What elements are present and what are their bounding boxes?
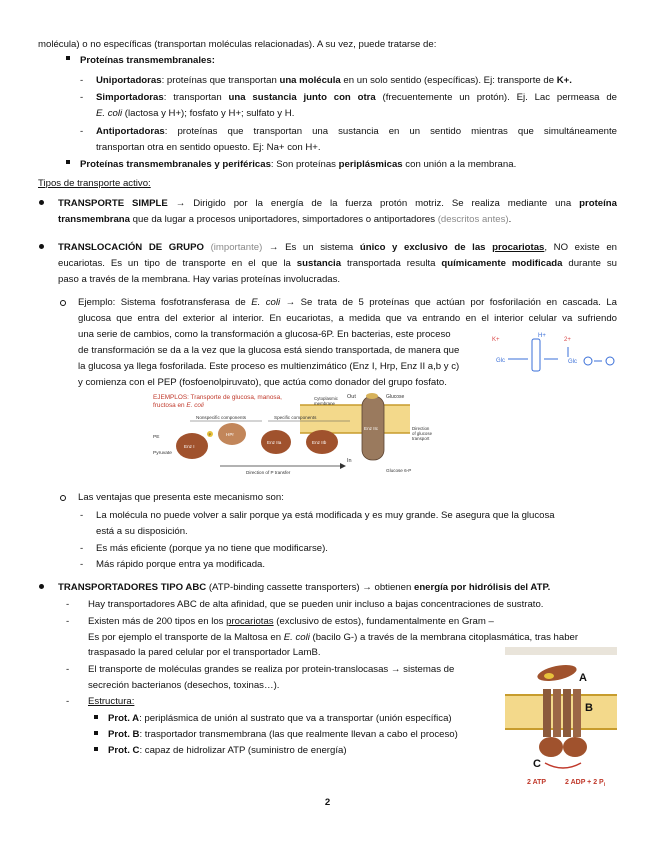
dash-bullet: - <box>80 510 84 521</box>
dash-bullet: - <box>66 599 70 610</box>
abc-prot-b-helix-4 <box>573 689 581 737</box>
advantage-2: Es más eficiente (porque ya no tiene que modificarse). <box>96 543 328 554</box>
example-line6: y comienza con el PEP (fosfoenolpiruvato), que actúa como donador del grupo fosfato. <box>78 377 447 388</box>
uniporters-ion: K+. <box>556 75 572 86</box>
symporters-line2-text: (lactosa y H+); fosfato y H+; sulfato y H. <box>122 108 295 119</box>
pts-cyto-membrane-1: Cytoplasmic <box>314 396 338 401</box>
pts-specific-label: Specific components <box>274 415 317 420</box>
pts-title-1: EJEMPLOS: Transporte de glucosa, manosa, <box>153 394 282 401</box>
uniporters-text-b: en un solo sentido (específicas). Ej: transporte de <box>340 75 557 86</box>
pts-hpr-label: HPr <box>226 432 234 437</box>
uniporters-term: Uniportadoras <box>96 75 162 86</box>
page-number: 2 <box>324 797 331 808</box>
simple-transport-line2 <box>58 212 511 228</box>
sketch-membrane-protein <box>532 339 540 371</box>
abc-item-3-line2: secreción bacterianos (desechos, toxinas…). <box>88 680 280 691</box>
round-bullet <box>39 584 44 589</box>
abc-item-2-line2-b: (bacilo G-) a través de la membrana citoplasmática, tras haber <box>309 632 579 643</box>
advantage-1-line2: está a su disposición. <box>96 526 188 537</box>
uniporters-line <box>96 73 572 89</box>
simple-transport-end: . <box>508 214 512 225</box>
dash-bullet: - <box>66 696 70 707</box>
dash-bullet: - <box>80 75 84 86</box>
gt-line2-b: transportada resulta <box>341 258 442 269</box>
pts-enz2b-label: Enz IIb <box>312 440 327 445</box>
peripheral-bold: Proteínas transmembranales y periféricas <box>80 159 271 170</box>
pts-title-italic: E. coli <box>186 402 204 409</box>
pts-glucose6p-label: Glucose 6-P <box>386 468 412 473</box>
sketch-glc-p-label: Glc <box>568 359 577 365</box>
square-bullet <box>94 715 98 719</box>
pts-in-label: In <box>347 458 352 464</box>
procariotas-underlined-2: procariotas <box>226 616 274 627</box>
circle-bullet <box>60 300 66 306</box>
pts-direction-label: Direction of P transfer <box>246 470 291 475</box>
dash-bullet: - <box>80 543 84 554</box>
symporters-text-b: (frecuentemente un protón). Ej. Lac permeasa de <box>375 92 618 103</box>
simple-transport-text2: que da lugar a procesos uniportadores, simportadores o antiportadores <box>129 214 438 225</box>
pts-nonspecific-label: Nonspecific components <box>196 415 247 420</box>
dash-bullet: - <box>80 559 84 570</box>
prot-a-line <box>108 711 452 727</box>
abc-item-2-b: (exclusivo de estos), fundamentalmente en Gram – <box>273 616 494 627</box>
antiporters-term: Antiportadoras <box>96 126 165 137</box>
abc-label-b: B <box>585 702 593 714</box>
pts-p-label: P <box>208 433 212 437</box>
square-bullet <box>66 56 70 60</box>
simple-transport-title: TRANSPORTE SIMPLE <box>58 198 168 209</box>
abc-structure-heading: Estructura: <box>88 696 135 707</box>
abc-substrate <box>544 673 554 679</box>
abc-item-2 <box>88 614 494 630</box>
square-bullet <box>94 747 98 751</box>
ecoli-italic: E. coli <box>251 297 281 308</box>
dash-bullet: - <box>80 92 84 103</box>
sketch-p-circle <box>584 357 592 365</box>
antiporters-line <box>96 124 617 140</box>
peripheral-text2: con unión a la membrana. <box>402 159 517 170</box>
group-translocation-line2 <box>58 256 617 272</box>
antiporters-text: : proteínas que transportan una sustancia en un sentido mientras que simultáneamente <box>164 126 617 137</box>
gt-line2-c: durante su <box>562 258 617 269</box>
example-line5: la glucosa ya llega fosforilada. Este proceso es multienzimático (Enz I, Hrp, Enz II a,b y c) <box>78 361 460 372</box>
sustancia-bold: sustancia <box>296 258 342 269</box>
pts-title-2 <box>153 402 204 409</box>
symporters-line2 <box>96 106 294 122</box>
dash-bullet: - <box>66 616 70 627</box>
advantage-3: Más rápido porque entra ya modificada. <box>96 559 266 570</box>
procariotas-underlined: procariotas <box>492 242 545 253</box>
uniporters-bold: una molécula <box>279 75 341 86</box>
abc-prot-c-left <box>539 737 563 757</box>
ecoli-italic: E. coli <box>96 108 123 119</box>
round-bullet <box>39 244 44 249</box>
prot-b-text: : trasportador transmembrana (las que realmente llevan a cabo el proceso) <box>139 729 458 740</box>
pts-dir-glu-3: transport <box>412 436 430 441</box>
antiporters-line2: transportan otra en sentido opuesto. Ej: Na+ con H+. <box>96 142 321 153</box>
group-translocation-title: TRANSLOCACIÓN DE GRUPO <box>58 242 204 253</box>
dash-bullet: - <box>80 126 84 137</box>
described-before-note: (descritos antes) <box>437 214 509 225</box>
pts-glucose-molecule <box>366 393 378 399</box>
abc-title-rest: (ATP-binding cassette transporters) → obtienen <box>206 582 414 593</box>
round-bullet <box>39 200 44 205</box>
abc-title-line <box>58 580 550 596</box>
pts-membrane <box>300 405 410 433</box>
simple-transport-line1 <box>58 196 617 212</box>
example-line3: una serie de cambios, como la transformación a glucosa-6P. En bacterias, este proceso <box>78 329 451 340</box>
prot-b-label: Prot. B <box>108 729 140 740</box>
group-translocation-line1 <box>58 240 617 256</box>
abc-adp-subscript: i <box>603 782 606 788</box>
pts-cyto-membrane-2: membrane <box>314 401 335 406</box>
active-transport-title: Tipos de transporte activo: <box>38 178 151 189</box>
handwritten-sketch <box>488 329 618 381</box>
abc-prot-b-helix-3 <box>563 689 571 737</box>
prot-a-label: Prot. A <box>108 713 140 724</box>
example-text-b: → Se trata de 5 proteínas que actúan por fosforilación en cascada. La <box>280 297 617 308</box>
sketch-k-label: K+ <box>492 337 500 343</box>
advantages-title: Las ventajas que presenta este mecanismo son: <box>78 492 284 503</box>
square-bullet <box>66 160 70 164</box>
periplasmic-bold: periplásmicas <box>338 159 403 170</box>
symporters-line <box>96 90 617 106</box>
sketch-glc-label: Glc <box>496 358 505 364</box>
peripheral-text: : Son proteínas <box>270 159 339 170</box>
abc-item-3-line1: El transporte de moléculas grandes se realiza por protein-translocasas → sistemas de <box>88 664 455 675</box>
abc-prot-b-helix-2 <box>553 689 561 737</box>
abc-transporter-figure <box>505 645 617 789</box>
abc-item-2-a: Existen más de 200 tipos en los <box>88 616 227 627</box>
pts-pe-label: PE <box>153 435 160 440</box>
transmembrane-heading: Proteínas transmembranales: <box>80 55 215 66</box>
abc-outer-band <box>505 647 617 655</box>
chemically-modified-bold: químicamente modificada <box>441 258 563 269</box>
example-line4: de transformación se da a la vez que la glucosa está siendo transportada, de manera que <box>78 345 460 356</box>
abc-item-2-line2-a: Es por ejemplo el transporte de la Maltosa en <box>88 632 284 643</box>
uniporters-text: : proteínas que transportan <box>161 75 280 86</box>
symporters-text: : transportan <box>163 92 229 103</box>
pts-enz2a-label: Enz IIa <box>267 440 282 445</box>
pts-pyruvate-label: Pyruvate <box>153 451 172 456</box>
simple-transport-bold: proteína <box>579 198 617 209</box>
abc-item-2-line3: traspasado la pared celular por el transportador LamB. <box>88 647 321 658</box>
pts-glucose-label: Glucose <box>386 394 405 400</box>
abc-item-2-line2 <box>88 630 578 646</box>
advantage-1-line1: La molécula no puede volver a salir porque ya está modificada y es muy grande. Se asegura que la glucosa <box>96 510 555 521</box>
pts-enz1-label: Enz I <box>184 444 195 449</box>
group-translocation-line3: paso a través de la membrana. Hay varias proteínas involucradas. <box>58 274 341 285</box>
example-text-a: Ejemplo: Sistema fosfotransferasa de <box>78 297 252 308</box>
abc-prot-b-helix-1 <box>543 689 551 737</box>
symporters-bold: una sustancia junto con otra <box>228 92 376 103</box>
circle-bullet <box>60 495 66 501</box>
abc-prot-c-right <box>563 737 587 757</box>
simple-transport-text: → Dirigido por la energía de la fuerza protón motriz. Se realiza mediante una <box>167 198 580 209</box>
dash-bullet: - <box>66 664 70 675</box>
pts-out-label: Out <box>347 394 356 400</box>
prot-a-text: : periplásmica de unión al sustrato que va a transportar (unión específica) <box>139 713 452 724</box>
abc-title-bold: energía por hidrólisis del ATP. <box>413 582 551 593</box>
sketch-2plus-label: 2+ <box>564 337 571 343</box>
abc-label-c: C <box>533 758 541 770</box>
example-line2: glucosa que entra del exterior al interior. En eucariotas, a medida que va entrando en el interior celular va sufriendo <box>78 313 617 324</box>
ecoli-italic: E. coli <box>283 632 310 643</box>
important-note: (importante) <box>203 242 263 253</box>
prot-c-line <box>108 743 347 759</box>
prot-c-label: Prot. C <box>108 745 140 756</box>
intro-line: molécula) o no específicas (transportan moléculas relacionadas). A su vez, puede tratarse de: <box>38 39 437 50</box>
pts-figure <box>150 390 480 480</box>
prot-b-line <box>108 727 458 743</box>
peripheral-line <box>80 157 516 173</box>
gt-text-a: → Es un sistema <box>262 242 360 253</box>
transmembrana-bold: transmembrana <box>58 214 130 225</box>
gt-line2-a: eucariotas. Es un tipo de transporte en el que la <box>58 258 297 269</box>
pts-dir-glu-1: Direction <box>412 426 430 431</box>
pts-enz2c-label: Enz IIc <box>364 426 379 431</box>
symporters-term: Simportadoras <box>96 92 164 103</box>
sketch-p-circle-2 <box>606 357 614 365</box>
square-bullet <box>94 731 98 735</box>
sketch-h-label: H+ <box>538 333 546 339</box>
example-line1 <box>78 295 617 311</box>
gt-text-b: , NO existe en <box>544 242 617 253</box>
abc-adp-text: 2 ADP + 2 P <box>565 779 604 786</box>
abc-item-1: Hay transportadores ABC de alta afinidad, que se pueden unir incluso a bajas concentraciones de sustrato. <box>88 599 544 610</box>
abc-title: TRANSPORTADORES TIPO ABC <box>58 582 207 593</box>
abc-label-a: A <box>579 672 587 684</box>
gt-bold: único y exclusivo de las <box>359 242 493 253</box>
pts-title-2-text: fructosa en <box>153 402 187 409</box>
pts-dir-glu-2: of glucose <box>412 431 433 436</box>
abc-atp-label: 2 ATP <box>527 779 547 786</box>
prot-c-text: : capaz de hidrolizar ATP (suministro de energía) <box>139 745 347 756</box>
